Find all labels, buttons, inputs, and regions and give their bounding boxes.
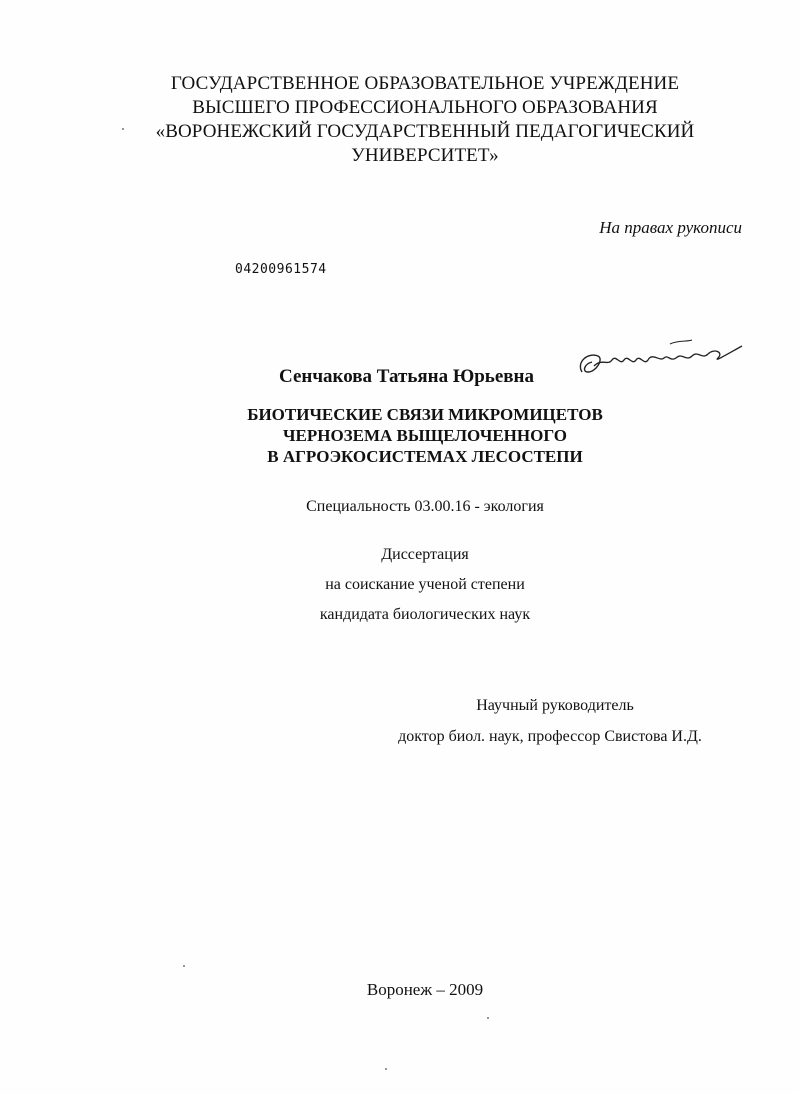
institution-line: «ВОРОНЕЖСКИЙ ГОСУДАРСТВЕННЫЙ ПЕДАГОГИЧЕСКИЙ <box>155 121 695 142</box>
author-name: Сенчакова Татьяна Юрьевна <box>279 366 534 387</box>
thesis-title <box>200 404 650 467</box>
thesis-title-line: ЧЕРНОЗЕМА ВЫЩЕЛОЧЕННОГО <box>283 426 567 445</box>
institution-line: ГОСУДАРСТВЕННОЕ ОБРАЗОВАТЕЛЬНОЕ УЧРЕЖДЕНИЕ <box>170 73 680 94</box>
degree-line: кандидата биологических наук <box>319 606 531 623</box>
degree-line: Диссертация <box>381 546 469 563</box>
city-year: Воронеж – 2009 <box>366 980 484 999</box>
degree-statement <box>200 540 650 630</box>
scan-speck <box>487 1017 489 1019</box>
institution-line: ВЫСШЕГО ПРОФЕССИОНАЛЬНОГО ОБРАЗОВАНИЯ <box>192 97 658 118</box>
scan-speck <box>183 965 185 967</box>
manuscript-rights-note: На правах рукописи <box>599 218 742 237</box>
degree-line: на соискание ученой степени <box>325 576 525 593</box>
scan-speck <box>122 128 124 130</box>
specialty: Специальность 03.00.16 - экология <box>306 498 544 515</box>
scan-speck <box>385 1068 387 1070</box>
thesis-title-line: БИОТИЧЕСКИЕ СВЯЗИ МИКРОМИЦЕТОВ <box>247 405 603 424</box>
supervisor-name: доктор биол. наук, профессор Свистова И.Д. <box>398 728 702 745</box>
thesis-title-line: В АГРОЭКОСИСТЕМАХ ЛЕСОСТЕПИ <box>267 447 583 466</box>
author-signature <box>574 332 744 388</box>
supervisor-title: Научный руководитель <box>476 697 634 714</box>
institution-header <box>100 72 750 168</box>
catalog-number: 04200961574 <box>235 262 327 277</box>
institution-line: УНИВЕРСИТЕТ» <box>351 145 499 166</box>
